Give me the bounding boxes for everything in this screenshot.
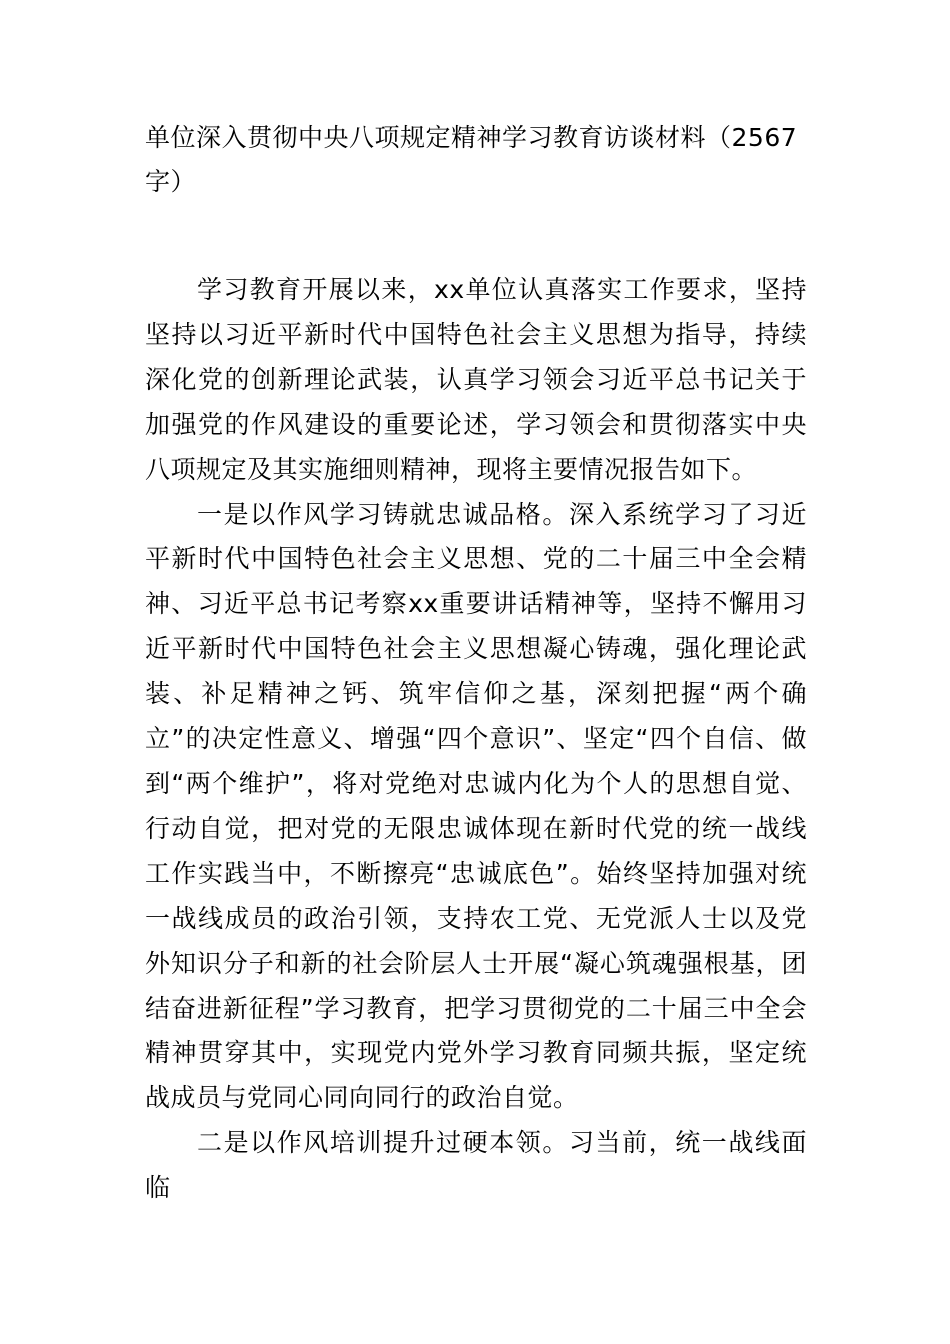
document-title: 单位深入贯彻中央八项规定精神学习教育访谈材料（2567字）: [145, 123, 798, 196]
paragraph-intro: 学习教育开展以来，xx单位认真落实工作要求，坚持坚持以习近平新时代中国特色社会主义思想为指导，持续深化党的创新理论武装，认真学习领会习近平总书记关于加强党的作风建设的重要论述，学习领会和贯彻落实中央八项规定及其实施细则精神，现将主要情况报告如下。: [145, 275, 807, 484]
title-spacer: [145, 204, 807, 268]
document-body: [145, 116, 807, 1211]
paragraph-point-two: 二是以作风培训提升过硬本领。习当前，统一战线面临: [145, 1128, 807, 1203]
paragraph-point-one: 一是以作风学习铸就忠诚品格。深入系统学习了习近平新时代中国特色社会主义思想、党的二十届三中全会精神、习近平总书记考察xx重要讲话精神等，坚持不懈用习近平新时代中国特色社会主义思想凝心铸魂，强化理论武装、补足精神之钙、筑牢信仰之基，深刻把握“两个确立”的决定性意义、增强“四个意识”、坚定“四个自信、做到“两个维护”，将对党绝对忠诚内化为个人的思想自觉、行动自觉，把对党的无限忠诚体现在新时代党的统一战线工作实践当中，不断擦亮“忠诚底色”。始终坚持加强对统一战线成员的政治引领，支持农工党、无党派人士以及党外知识分子和新的社会阶层人士开展“凝心筑魂强根基，团结奋进新征程”学习教育，把学习贯彻党的二十届三中全会精神贯穿其中，实现党内党外学习教育同频共振，坚定统战成员与党同心同向同行的政治自觉。: [145, 499, 807, 1113]
